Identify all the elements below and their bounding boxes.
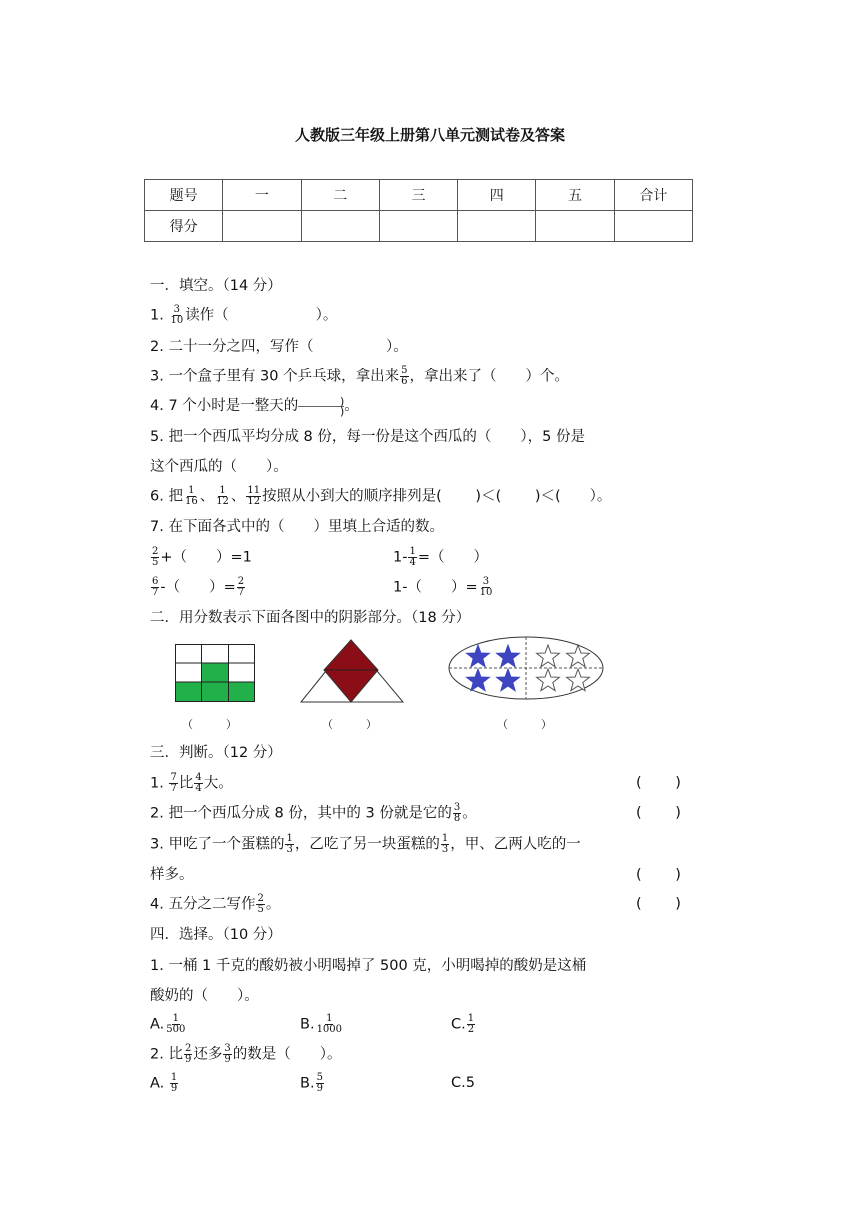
question-1-5b: 这个西瓜的（ ）。 (150, 459, 288, 475)
row-label-cell: 得分 (145, 211, 223, 242)
text: 1. (150, 775, 169, 792)
denominator-blank[interactable]: ) (339, 404, 345, 418)
answer-blank-1[interactable]: （ ） (182, 718, 237, 731)
numerator: 6 (152, 576, 159, 587)
empty-star-icon (537, 669, 560, 691)
header-cell: 题号 (145, 180, 223, 211)
text: 1- (393, 549, 408, 566)
text: 6. 把 (150, 488, 183, 505)
text: =（ ） (417, 549, 488, 566)
text: -（ ）= (160, 579, 236, 596)
denominator: 2 (467, 1024, 475, 1035)
answer-blank-2[interactable]: （ ） (322, 718, 377, 731)
blank-fraction[interactable] (298, 394, 345, 418)
stars-oval-figure (447, 635, 605, 701)
option-label: B. (300, 1016, 315, 1033)
header-cell: 五 (536, 180, 614, 211)
numerator: 3 (453, 802, 461, 813)
score-table-score-row (145, 211, 693, 242)
judge-answer-4[interactable]: ( ) (636, 896, 681, 912)
text: ，乙吃了另一块蛋糕的 (294, 836, 440, 853)
separator: 、 (230, 488, 246, 505)
judge-answer-2[interactable]: ( ) (636, 805, 681, 821)
text: ，拿出来了（ ）个。 (409, 368, 569, 385)
fraction (246, 486, 261, 507)
option-c[interactable]: C.5 (451, 1075, 475, 1091)
text: 4. 7 个小时是一整天的 (150, 398, 299, 414)
score-cell[interactable] (301, 211, 379, 242)
text: 。 (462, 805, 477, 822)
fraction (256, 894, 264, 915)
text: 1-（ ）= (393, 579, 478, 596)
question-1-7: 7. 在下面各式中的（ ）里填上合适的数。 (150, 519, 444, 535)
text: 1. (150, 307, 169, 324)
question-1-2: 2. 二十一分之四，写作（ ）。 (150, 339, 408, 355)
fraction (316, 1014, 343, 1035)
numerator: 3 (173, 304, 180, 315)
answer-blank-3[interactable]: （ ） (497, 718, 552, 731)
question-1-1 (150, 305, 337, 326)
text: 2. 把一个西瓜分成 8 份，其中的 3 份就是它的 (150, 805, 452, 822)
option-c[interactable] (451, 1014, 476, 1035)
fraction (223, 1044, 231, 1065)
numerator: 7 (170, 772, 177, 783)
numerator: 1 (188, 485, 195, 496)
numerator: 1 (409, 546, 416, 557)
denominator: 12 (216, 496, 229, 507)
denominator: 10 (170, 315, 184, 326)
score-cell[interactable] (614, 211, 692, 242)
text: 2. 比 (150, 1046, 183, 1063)
numerator: 1 (172, 1013, 180, 1024)
denominator: 3 (286, 844, 293, 855)
numerator: 1 (286, 833, 293, 844)
numerator: 1 (441, 833, 449, 844)
numerator: 3 (482, 576, 490, 587)
score-table-header-row (145, 180, 693, 211)
text: 比 (178, 775, 194, 792)
judge-answer-3[interactable]: ( ) (636, 867, 681, 883)
option-label: A. (150, 1016, 165, 1033)
question-1-5a: 5. 把一个西瓜平均分成 8 份，每一份是这个西瓜的（ ），5 份是 (150, 429, 585, 445)
fraction (400, 366, 408, 387)
fraction (408, 547, 416, 568)
numerator: 1 (467, 1013, 475, 1024)
fraction (215, 486, 230, 507)
option-b[interactable] (300, 1014, 344, 1035)
denominator: 8 (453, 813, 461, 824)
denominator: 10 (479, 587, 493, 598)
text: 。 (265, 896, 281, 913)
denominator: 4 (195, 783, 202, 794)
text: 还多 (193, 1046, 223, 1063)
fraction (237, 577, 245, 598)
denominator: 1000 (316, 1024, 343, 1035)
choice-question-2 (150, 1044, 341, 1065)
numerator: 2 (184, 1043, 192, 1054)
denominator: 7 (170, 783, 177, 794)
fraction (184, 1044, 192, 1065)
separator: 、 (199, 488, 215, 505)
option-b[interactable] (300, 1073, 325, 1094)
section-1-heading: 一．填空。（14 分） (150, 278, 282, 294)
score-cell[interactable] (458, 211, 536, 242)
page-title: 人教版三年级上册第八单元测试卷及答案 (294, 126, 565, 144)
fraction (285, 834, 293, 855)
numerator: 2 (237, 576, 245, 587)
filled-star-icon (467, 645, 490, 667)
equation-4 (393, 577, 494, 598)
fraction (184, 486, 199, 507)
denominator: 9 (316, 1083, 323, 1094)
numerator: 2 (152, 546, 159, 557)
numerator: 2 (257, 893, 264, 904)
score-cell[interactable] (379, 211, 457, 242)
text: 的数是（ ）。 (232, 1046, 342, 1063)
text: 。 (344, 398, 359, 414)
text: 按照从小到大的顺序排列是( )＜( )＜( ）。 (262, 488, 612, 505)
option-a[interactable] (150, 1014, 187, 1035)
header-cell: 三 (379, 180, 457, 211)
fraction (165, 1014, 186, 1035)
text: 4. 五分之二写作 (150, 896, 256, 913)
filled-star-icon (497, 645, 520, 667)
numerator: 5 (316, 1072, 323, 1083)
score-cell[interactable] (536, 211, 614, 242)
fraction (170, 1073, 178, 1094)
denominator: 7 (152, 587, 159, 598)
judge-question-2 (150, 803, 477, 824)
filled-star-icon (497, 669, 520, 691)
option-a[interactable] (150, 1073, 179, 1094)
fraction (479, 577, 494, 598)
text: +（ ）=1 (160, 549, 252, 566)
judge-question-3b: 样多。 (150, 867, 194, 883)
grid-figure (175, 644, 257, 702)
fraction (467, 1014, 475, 1035)
text: ，甲、乙两人吃的一 (450, 836, 581, 853)
fraction (316, 1073, 324, 1094)
choice-question-1b: 酸奶的（ ）。 (150, 988, 259, 1004)
denominator: 5 (152, 557, 159, 568)
question-1-4 (150, 396, 359, 416)
header-cell: 四 (458, 180, 536, 211)
section-2-heading: 二．用分数表示下面各图中的阴影部分。（18 分） (150, 610, 471, 626)
numerator-blank[interactable]: ) (298, 397, 344, 407)
denominator: 3 (441, 844, 449, 855)
score-table (144, 179, 693, 242)
denominator: 6 (401, 376, 408, 387)
denominator: 9 (184, 1054, 192, 1065)
section-4-heading: 四．选择。（10 分） (150, 927, 282, 943)
text: 读作（ ）。 (185, 307, 338, 324)
numerator: 5 (401, 365, 408, 376)
denominator: 9 (224, 1054, 231, 1065)
header-cell: 二 (301, 180, 379, 211)
option-label: C. (451, 1016, 466, 1033)
denominator: 500 (166, 1024, 186, 1035)
option-label: B. (300, 1075, 315, 1092)
denominator: 12 (247, 496, 261, 507)
denominator: 4 (409, 557, 416, 568)
judge-question-1 (150, 773, 233, 794)
filled-star-icon (467, 669, 490, 691)
text: 3. 一个盒子里有 30 个乒乓球，拿出来 (150, 368, 400, 385)
denominator: 5 (257, 904, 264, 915)
section-3-heading: 三．判断。（12 分） (150, 745, 282, 761)
fraction (151, 577, 159, 598)
numerator: 1 (326, 1013, 333, 1024)
judge-answer-1[interactable]: ( ) (636, 775, 681, 791)
question-1-3 (150, 366, 569, 387)
equation-3 (150, 577, 246, 598)
fraction (194, 773, 202, 794)
denominator: 9 (170, 1083, 178, 1094)
denominator: 16 (184, 496, 198, 507)
option-label: A. (150, 1075, 165, 1092)
text: 大。 (203, 775, 233, 792)
denominator: 7 (237, 587, 245, 598)
triangle-figure (298, 638, 406, 704)
header-cell: 一 (223, 180, 301, 211)
fraction (453, 803, 461, 824)
numerator: 1 (170, 1072, 178, 1083)
numerator: 11 (247, 485, 261, 496)
text: 3. 甲吃了一个蛋糕的 (150, 836, 285, 853)
equation-2 (393, 547, 488, 568)
empty-star-icon (537, 645, 560, 667)
numerator: 1 (219, 485, 226, 496)
judge-question-3a (150, 834, 581, 855)
fraction (151, 547, 159, 568)
fraction (441, 834, 449, 855)
numerator: 4 (195, 772, 202, 783)
choice-question-1a: 1. 一桶 1 千克的酸奶被小明喝掉了 500 克，小明喝掉的酸奶是这桶 (150, 958, 587, 974)
fraction (169, 305, 184, 326)
score-cell[interactable] (223, 211, 301, 242)
equation-1 (150, 547, 252, 568)
question-1-6 (150, 486, 611, 507)
header-cell: 合计 (614, 180, 692, 211)
judge-question-4 (150, 894, 280, 915)
numerator: 3 (224, 1043, 231, 1054)
fraction (169, 773, 177, 794)
